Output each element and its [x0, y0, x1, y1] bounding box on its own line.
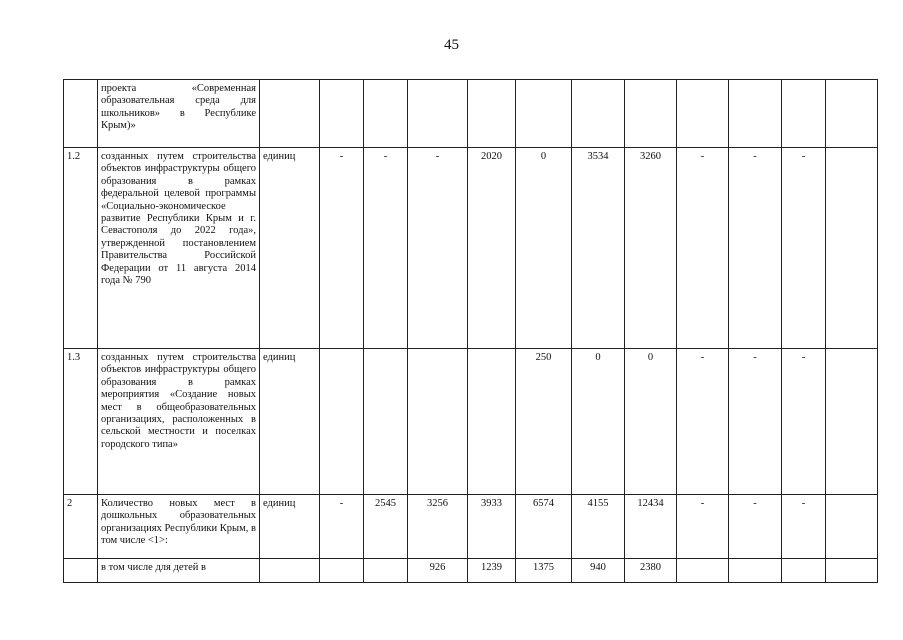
value-cell — [826, 80, 878, 148]
value-cell: 0 — [572, 349, 625, 495]
row-number-cell: 1.2 — [64, 148, 98, 349]
value-cell — [468, 80, 516, 148]
description-cell: созданных путем строительства объектов инфраструктуры общего образования в рамках мероприятия «Создание новых мест в общеобразовательных организациях, расположенных в сельской местности и поселках городского типа» — [98, 349, 260, 495]
table-row — [64, 559, 878, 583]
value-cell — [408, 80, 468, 148]
value-cell: - — [677, 349, 729, 495]
table-row — [64, 148, 878, 349]
description-cell: проекта «Современная образовательная среда для школьников» в Республике Крым)» — [98, 80, 260, 148]
value-cell: 1239 — [468, 559, 516, 583]
value-cell — [826, 559, 878, 583]
value-cell: 926 — [408, 559, 468, 583]
value-cell: - — [364, 148, 408, 349]
value-cell: 3933 — [468, 495, 516, 559]
unit-cell: единиц — [260, 495, 320, 559]
unit-cell — [260, 559, 320, 583]
description-cell: в том числе для детей в — [98, 559, 260, 583]
value-cell: 940 — [572, 559, 625, 583]
page-number: 45 — [444, 37, 459, 53]
row-number-cell: 1.3 — [64, 349, 98, 495]
value-cell: - — [729, 495, 782, 559]
value-cell: - — [782, 148, 826, 349]
value-cell — [826, 148, 878, 349]
row-number-cell — [64, 559, 98, 583]
value-cell: 2020 — [468, 148, 516, 349]
value-cell: - — [677, 495, 729, 559]
value-cell — [625, 80, 677, 148]
value-cell: 250 — [516, 349, 572, 495]
value-cell — [516, 80, 572, 148]
value-cell: 2380 — [625, 559, 677, 583]
value-cell: - — [677, 148, 729, 349]
value-cell — [364, 559, 408, 583]
row-number-cell — [64, 80, 98, 148]
value-cell: 6574 — [516, 495, 572, 559]
value-cell: 12434 — [625, 495, 677, 559]
value-cell: - — [729, 148, 782, 349]
value-cell: 3260 — [625, 148, 677, 349]
value-cell: 0 — [625, 349, 677, 495]
description-cell: Количество новых мест в дошкольных образовательных организациях Республики Крым, в том числе <1>: — [98, 495, 260, 559]
unit-cell: единиц — [260, 349, 320, 495]
value-cell: 3256 — [408, 495, 468, 559]
value-cell: 0 — [516, 148, 572, 349]
value-cell: - — [782, 349, 826, 495]
value-cell — [572, 80, 625, 148]
data-table — [63, 79, 878, 583]
value-cell — [468, 349, 516, 495]
value-cell: - — [408, 148, 468, 349]
value-cell: - — [729, 349, 782, 495]
value-cell: 4155 — [572, 495, 625, 559]
value-cell — [729, 80, 782, 148]
value-cell: - — [320, 495, 364, 559]
value-cell — [408, 349, 468, 495]
value-cell: 2545 — [364, 495, 408, 559]
value-cell — [320, 559, 364, 583]
value-cell — [782, 80, 826, 148]
value-cell — [782, 559, 826, 583]
description-cell: созданных путем строительства объектов инфраструктуры общего образования в рамках федеральной целевой программы «Социально-экономическое развитие Республики Крым и г. Севастополя до 2022 года», утвержденной постановлением Правительства Российской Федерации от 11 августа 2014 года № 790 — [98, 148, 260, 349]
value-cell — [729, 559, 782, 583]
table-row — [64, 349, 878, 495]
value-cell: 1375 — [516, 559, 572, 583]
value-cell — [677, 559, 729, 583]
value-cell: - — [782, 495, 826, 559]
value-cell — [364, 80, 408, 148]
value-cell — [320, 80, 364, 148]
value-cell — [826, 349, 878, 495]
value-cell: - — [320, 148, 364, 349]
unit-cell — [260, 80, 320, 148]
row-number-cell: 2 — [64, 495, 98, 559]
unit-cell: единиц — [260, 148, 320, 349]
value-cell — [826, 495, 878, 559]
table-row — [64, 495, 878, 559]
value-cell — [320, 349, 364, 495]
value-cell — [677, 80, 729, 148]
table-row — [64, 80, 878, 148]
value-cell — [364, 349, 408, 495]
value-cell: 3534 — [572, 148, 625, 349]
